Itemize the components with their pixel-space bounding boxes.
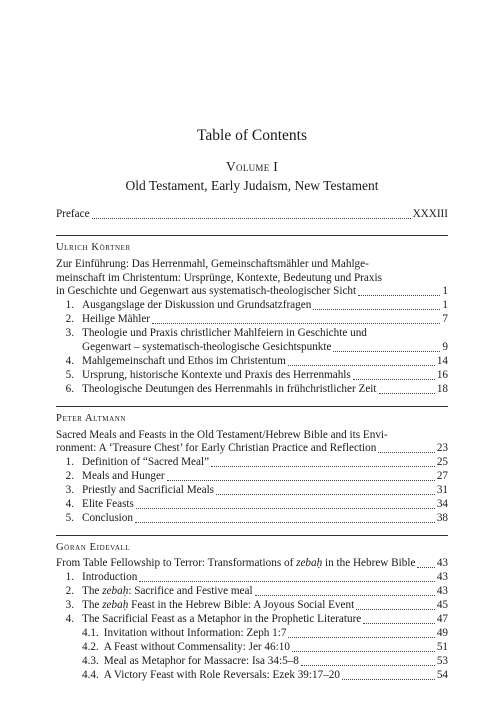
page-number: 38 (436, 512, 448, 524)
toc-entry[interactable] (56, 313, 448, 327)
page-number: 7 (442, 313, 448, 325)
entry-text: Definition of “Sacred Meal” (82, 456, 210, 468)
leader-dots (255, 594, 435, 596)
leader-dots (135, 521, 435, 523)
leader-dots (342, 678, 435, 680)
leader-dots (313, 308, 440, 310)
hebrew-term: zebaḥ (102, 585, 129, 597)
volume-subtitle: Old Testament, Early Judaism, New Testament (125, 178, 379, 193)
chapter-title-entry[interactable] (56, 557, 448, 571)
leader-dots (167, 479, 435, 481)
leader-dots (292, 650, 435, 652)
entry-number: 1. (65, 571, 74, 583)
entry-text: Elite Feasts (82, 498, 134, 510)
leader-dots (216, 493, 435, 495)
page-number: 43 (436, 557, 448, 569)
leader-dots (136, 507, 435, 509)
hebrew-term: zebaḥ (296, 557, 323, 569)
page-number: 43 (436, 571, 448, 583)
entry-number: 4.4. (82, 669, 99, 681)
page-number: 34 (436, 498, 448, 510)
page-number: 14 (436, 355, 448, 367)
entry-number: 2. (65, 585, 74, 597)
toc-entry-preface[interactable] (56, 208, 448, 222)
toc-entry[interactable] (56, 498, 448, 512)
page-number: 9 (442, 341, 448, 353)
section-divider (56, 535, 448, 536)
toc-entry[interactable] (56, 470, 448, 484)
entry-number: 4. (65, 613, 74, 625)
leader-dots (152, 322, 440, 324)
entry-number: 4. (65, 498, 74, 510)
entry-number: 4.2. (82, 641, 99, 653)
entry-text-part: in the Hebrew Bible (322, 557, 416, 569)
entry-text: Mahlgemeinschaft und Ethos im Christentum (82, 355, 286, 367)
page-number: 18 (436, 383, 448, 395)
leader-dots (139, 580, 435, 582)
entry-number: 3. (65, 327, 74, 339)
author-name: Peter Altmann (56, 413, 127, 424)
page-number: 27 (436, 470, 448, 482)
entry-number: 6. (65, 383, 74, 395)
page-number: 45 (436, 599, 448, 611)
chapter-title-line[interactable]: Sacred Meals and Feasts in the Old Testament/Hebrew Bible and its Envi- (56, 429, 388, 441)
entry-text: Invitation without Information: Zeph 1:7 (103, 627, 287, 639)
page-number: 1 (442, 285, 448, 297)
page-number: 16 (436, 369, 448, 381)
leader-dots (288, 636, 434, 638)
entry-text: Gegenwart – systematisch-theologische Gesichtspunkte (82, 341, 332, 353)
page-number: 25 (436, 456, 448, 468)
entry-number: 4.1. (82, 627, 99, 639)
entry-text: Ausgangslage der Diskussion und Grundsatzfragen (82, 299, 312, 311)
volume-heading: Volume I (225, 159, 279, 174)
entry-text: Priestly and Sacrificial Meals (82, 484, 215, 496)
toc-entry[interactable] (56, 369, 448, 383)
chapter-title-line[interactable]: meinschaft im Christentum: Ursprünge, Kontexte, Bedeutung und Praxis (56, 272, 382, 284)
leader-dots (358, 294, 440, 296)
page-number: 49 (436, 627, 448, 639)
chapter-title-line[interactable]: Zur Einführung: Das Herrenmahl, Gemeinschaftsmähler und Mahlge- (56, 258, 369, 270)
leader-dots (378, 451, 435, 453)
leader-dots (211, 465, 435, 467)
toc-entry[interactable] (56, 599, 448, 613)
leader-dots (333, 350, 440, 352)
page-number: 1 (442, 299, 448, 311)
entry-text (82, 599, 354, 611)
entry-text: Preface (56, 208, 90, 220)
entry-text-part: : Sacrifice and Festive meal (128, 585, 253, 597)
entry-text: Theologische Deutungen des Herrenmahls in frühchristlicher Zeit (82, 383, 377, 395)
toc-entry-continuation[interactable] (56, 341, 448, 355)
page-number: XXXIII (412, 208, 448, 220)
toc-entry[interactable] (56, 484, 448, 498)
page-number: 31 (436, 484, 448, 496)
entry-number: 2. (65, 313, 74, 325)
leader-dots (417, 566, 434, 568)
leader-dots (353, 378, 435, 380)
page-number: 54 (436, 669, 448, 681)
leader-dots (379, 392, 435, 394)
page-title: Table of Contents (197, 127, 307, 144)
author-name: Göran Eidevall (56, 542, 131, 553)
entry-number: 5. (65, 369, 74, 381)
page-number: 51 (436, 641, 448, 653)
entry-number: 2. (65, 470, 74, 482)
leader-dots (92, 217, 411, 219)
entry-number: 1. (65, 456, 74, 468)
entry-text: A Victory Feast with Role Reversals: Ezek 39:17–20 (103, 669, 340, 681)
entry-number: 4. (65, 355, 74, 367)
entry-text: Meals and Hunger (82, 470, 165, 482)
toc-entry[interactable] (56, 613, 448, 627)
page-number: 53 (436, 655, 448, 667)
leader-dots (301, 664, 435, 666)
leader-dots (288, 364, 435, 366)
entry-text: Theologie und Praxis christlicher Mahlfeiern in Geschichte und (82, 327, 367, 339)
entry-text: ronment: A ‘Treasure Chest’ for Early Christian Practice and Reflection (56, 442, 377, 454)
entry-number: 5. (65, 512, 74, 524)
toc-entry[interactable] (56, 383, 448, 397)
page-number: 47 (436, 613, 448, 625)
entry-text-part: The (82, 599, 103, 611)
toc-entry[interactable] (56, 585, 448, 599)
page-number: 23 (436, 442, 448, 454)
entry-text-part: The (82, 585, 103, 597)
toc-entry[interactable] (56, 456, 448, 470)
entry-text: Heilige Mähler (82, 313, 151, 325)
entry-text (82, 585, 253, 597)
entry-text: A Feast without Commensality: Jer 46:10 (103, 641, 290, 653)
entry-text: in Geschichte und Gegenwart aus systematisch-theologischer Sicht (56, 285, 357, 297)
toc-entry[interactable] (56, 299, 448, 313)
entry-text (56, 557, 415, 569)
toc-subentry[interactable] (56, 669, 448, 683)
toc-subentry[interactable] (56, 627, 448, 641)
entry-number: 4.3. (82, 655, 99, 667)
page-number: 43 (436, 585, 448, 597)
toc-subentry[interactable] (56, 655, 448, 669)
toc-entry[interactable] (56, 355, 448, 369)
entry-number: 3. (65, 599, 74, 611)
entry-text: Meal as Metaphor for Massacre: Isa 34:5–8 (103, 655, 299, 667)
section-divider (56, 235, 448, 236)
toc-entry[interactable] (56, 327, 448, 341)
entry-text: Ursprung, historische Kontexte und Praxis des Herrenmahls (82, 369, 351, 381)
section-divider (56, 406, 448, 407)
entry-text: Conclusion (82, 512, 133, 524)
toc-subentry[interactable] (56, 641, 448, 655)
toc-entry[interactable] (56, 571, 448, 585)
chapter-title-entry[interactable] (56, 285, 448, 299)
leader-dots (356, 608, 435, 610)
hebrew-term: zebaḥ (102, 599, 129, 611)
entry-number: 1. (65, 299, 74, 311)
entry-text: The Sacrificial Feast as a Metaphor in the Prophetic Literature (82, 613, 362, 625)
toc-entry[interactable] (56, 512, 448, 526)
entry-number: 3. (65, 484, 74, 496)
entry-text: Introduction (82, 571, 138, 583)
author-name: Ulrich Körtner (56, 242, 131, 253)
leader-dots (363, 622, 435, 624)
entry-text-part: Feast in the Hebrew Bible: A Joyous Social Event (128, 599, 355, 611)
entry-text-part: From Table Fellowship to Terror: Transformations of (56, 557, 297, 569)
chapter-title-entry[interactable] (56, 442, 448, 456)
